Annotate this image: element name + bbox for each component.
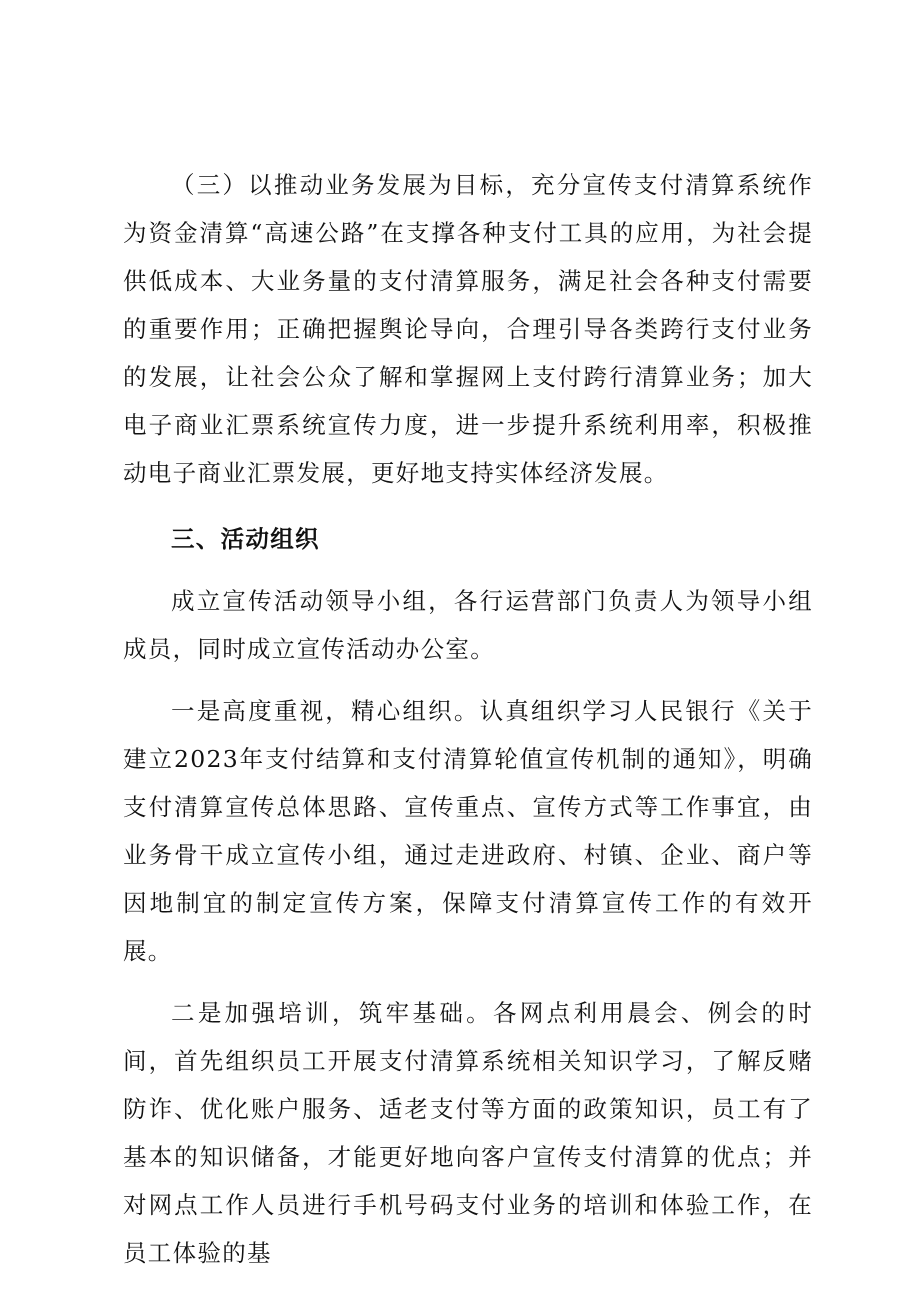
section-heading-activity-organization: 三、活动组织 [171,525,320,553]
paragraph-attention-organization: 一是高度重视，精心组织。认真组织学习人民银行《关于建立2023年支付结算和支付清算轮值宣传机制的通知》，明确支付清算宣传总体思路、宣传重点、宣传方式等工作事宜，由业务骨干成立宣传小组，通过走进政府、村镇、企业、商户等因地制宜的制定宣传方案，保障支付清算宣传工作的有效开展。 [123,697,813,965]
paragraph-leading-group: 成立宣传活动领导小组，各行运营部门负责人为领导小组成员，同时成立宣传活动办公室。 [123,587,813,663]
document-body [123,161,813,1277]
paragraph-training-foundation: 二是加强培训，筑牢基础。各网点利用晨会、例会的时间，首先组织员工开展支付清算系统相关知识学习，了解反赌防诈、优化账户服务、适老支付等方面的政策知识，员工有了基本的知识储备，才能更好地向客户宣传支付清算的优点；并对网点工作人员进行手机号码支付业务的培训和体验工作，在员工体验的基 [123,999,813,1267]
paragraph-promotion-goal: （三）以推动业务发展为目标，充分宣传支付清算系统作为资金清算“高速公路”在支撑各种支付工具的应用，为社会提供低成本、大业务量的支付清算服务，满足社会各种支付需要的重要作用；正确把握舆论导向，合理引导各类跨行支付业务的发展，让社会公众了解和掌握网上支付跨行清算业务；加大电子商业汇票系统宣传力度，进一步提升系统利用率，积极推动电子商业汇票发展，更好地支持实体经济发展。 [123,171,813,487]
